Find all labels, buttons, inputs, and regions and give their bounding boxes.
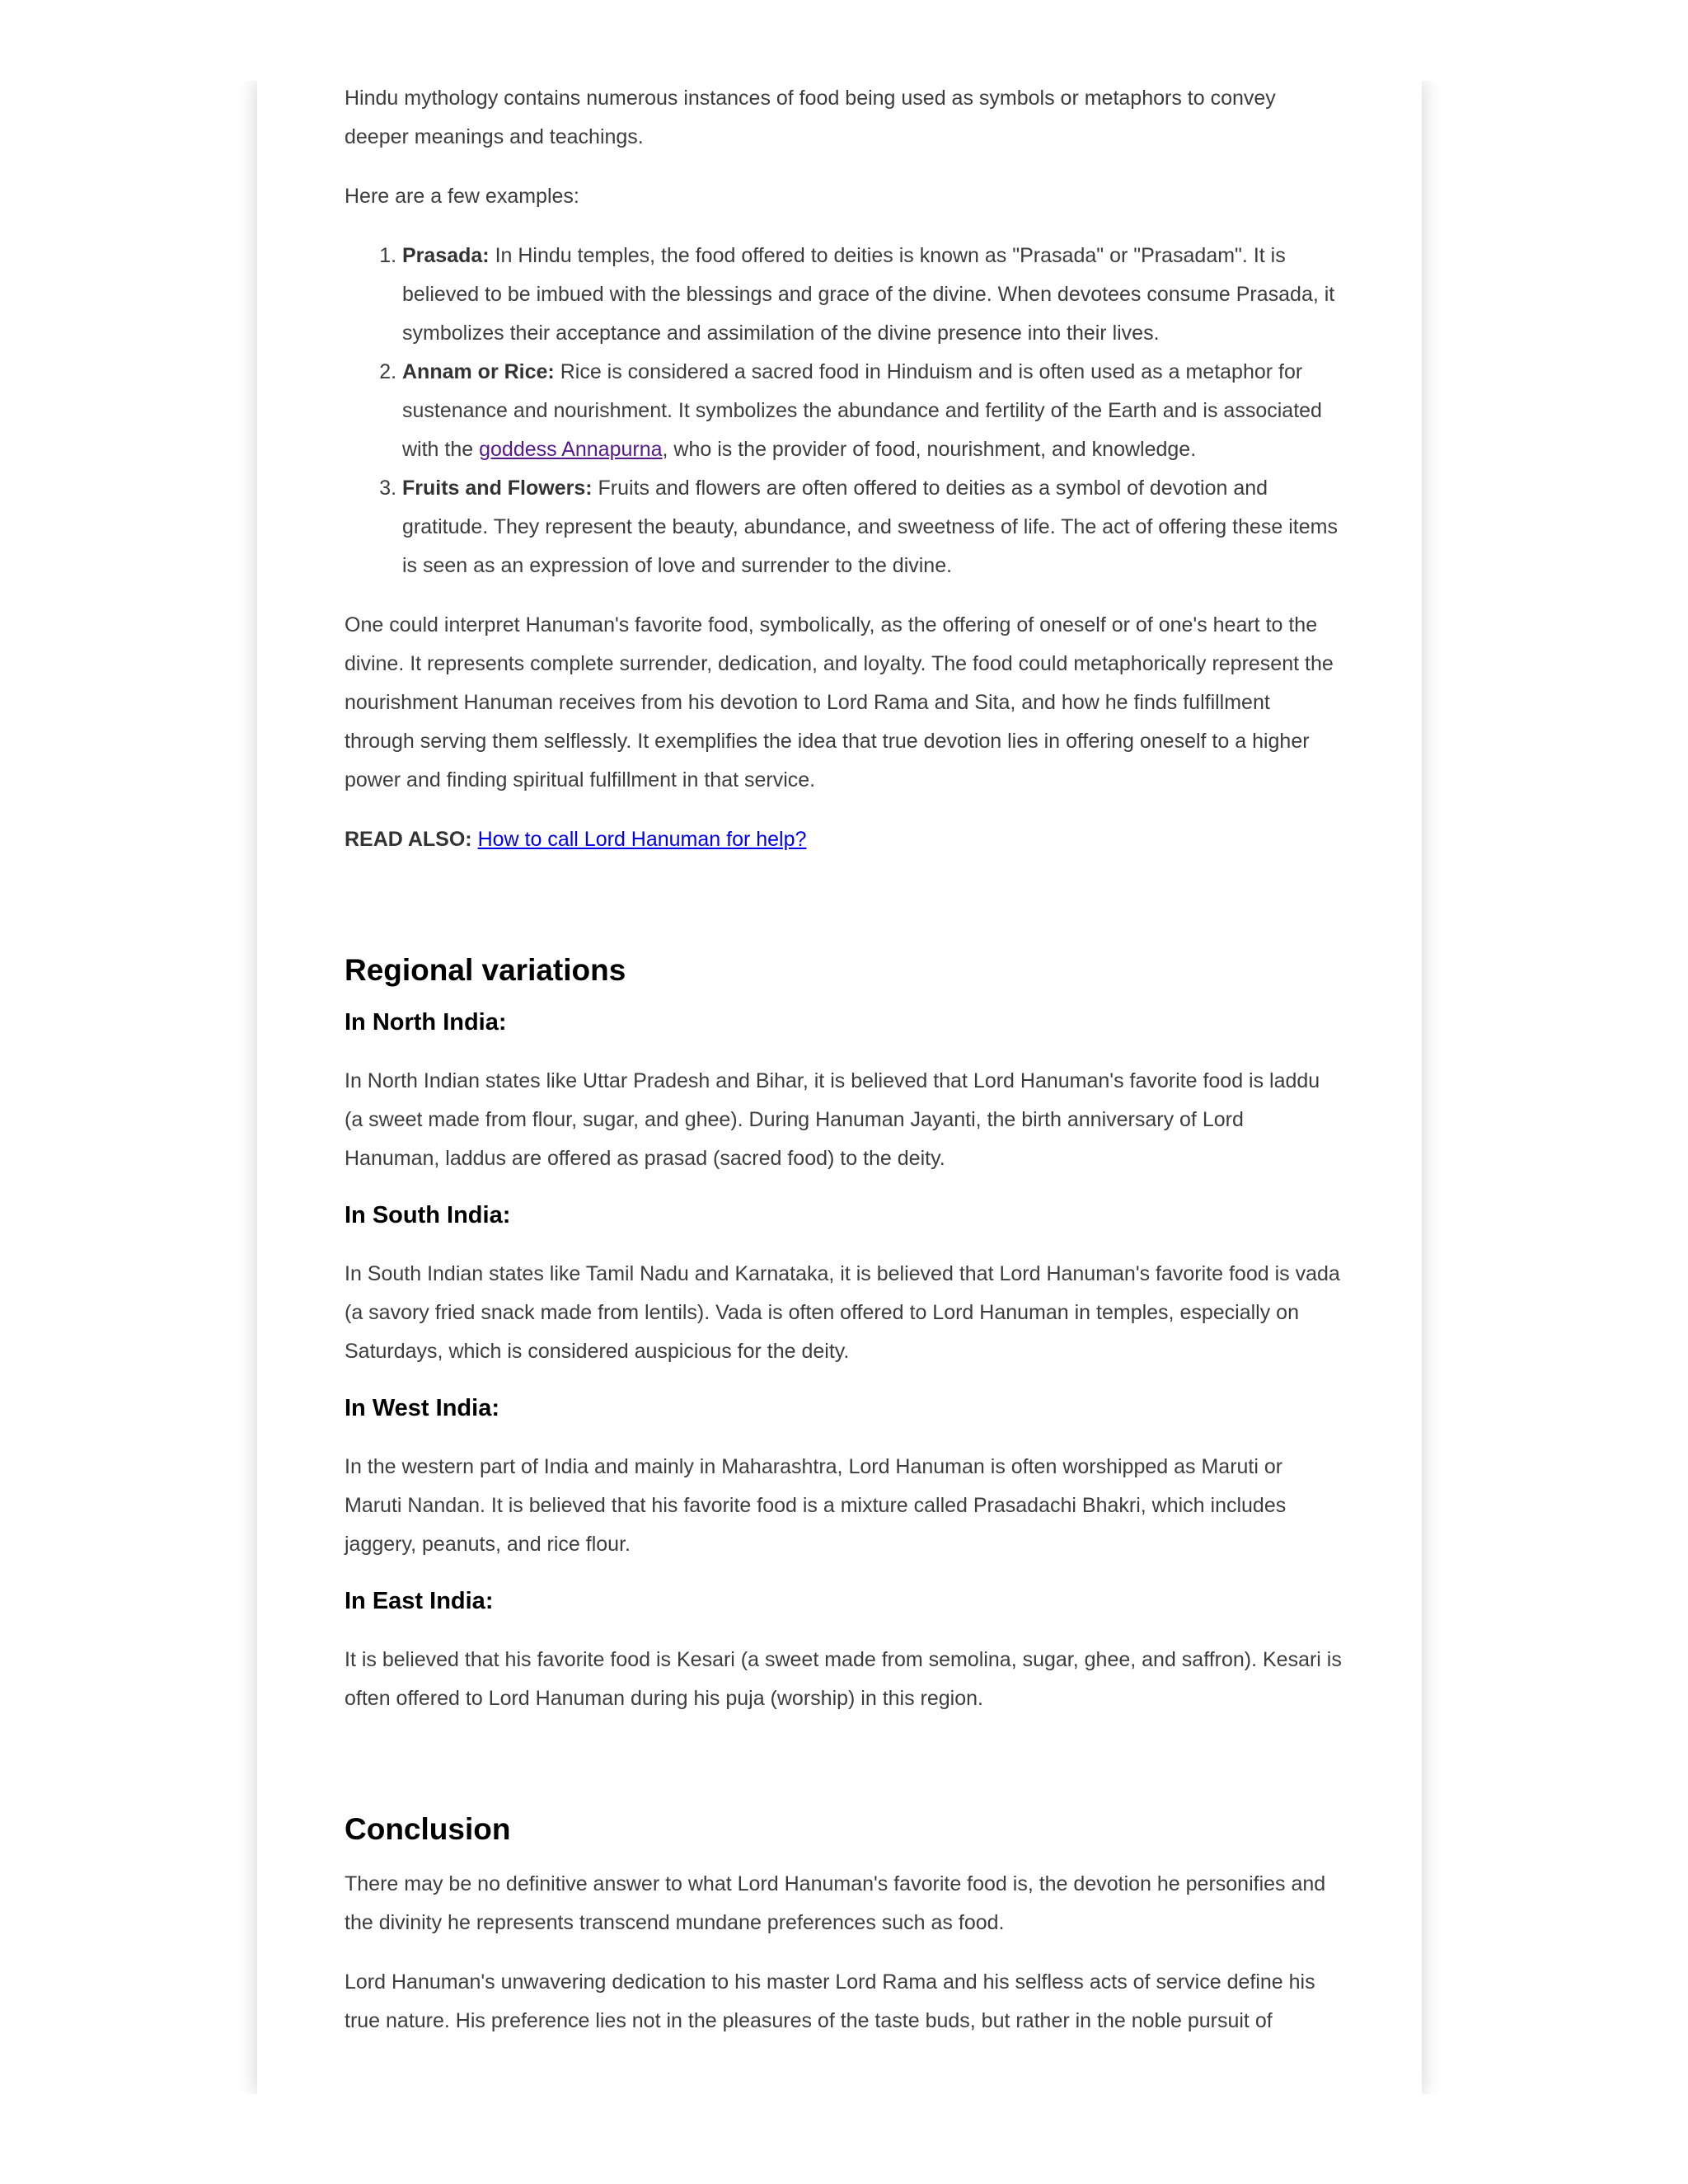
north-india-paragraph: In North Indian states like Uttar Pradesh and Bihar, it is believed that Lord Hanuman's favorite food is laddu (a sweet made from flour, sugar, and ghee). During Hanuman Jayanti, the birth anniversary of Lord Hanuman, laddus are offered as prasad (sacred food) to the deity. (345, 1069, 1320, 1170)
south-india-paragraph: In South Indian states like Tamil Nadu and Karnataka, it is believed that Lord Hanuman's favorite food is vada (a savory fried snack made from lentils). Vada is often offered to Lord Hanuman in temples, especially on Saturdays, which is considered auspicious for the deity. (345, 1262, 1340, 1363)
link-goddess-annapurna[interactable]: goddess Annapurna (479, 438, 663, 461)
intro-paragraph: Hindu mythology contains numerous instances of food being used as symbols or metaphors to convey deeper meanings and teachings. (345, 87, 1276, 148)
heading-west-india: In West India: (345, 1395, 499, 1421)
heading-regional-variations: Regional variations (345, 953, 626, 987)
read-also (345, 820, 1342, 859)
list-item-text: Fruits and flowers are often offered to deities as a symbol of devotion and gratitude. They represent the beauty, abundance, and sweetness of life. The act of offering these items is seen as an expression of love and surrender to the divine. (402, 477, 1338, 577)
east-india-paragraph: It is believed that his favorite food is Kesari (a sweet made from semolina, sugar, ghee, and saffron). Kesari is often offered to Lord Hanuman during his puja (worship) in this region. (345, 1648, 1342, 1710)
heading-east-india: In East India: (345, 1588, 494, 1614)
examples-list (345, 237, 1342, 585)
read-also-label: READ ALSO: (345, 828, 472, 851)
conclusion-paragraph-1: There may be no definitive answer to what Lord Hanuman's favorite food is, the devotion he personifies and the divinity he represents transcend mundane preferences such as food. (345, 1872, 1326, 1934)
list-item-text: Rice is considered a sacred food in Hinduism and is often used as a metaphor for sustenance and nourishment. It symbolizes the abundance and fertility of the Earth and is associated with the (402, 360, 1322, 461)
list-item (402, 469, 1342, 585)
heading-conclusion: Conclusion (345, 1812, 511, 1846)
list-item-text: , who is the provider of food, nourishment, and knowledge. (662, 438, 1197, 461)
list-item-text: In Hindu temples, the food offered to deities is known as "Prasada" or "Prasadam". It is believed to be imbued with the blessings and grace of the divine. When devotees consume Prasada, it symbolizes their acceptance and assimilation of the divine presence into their lives. (402, 244, 1335, 345)
term-annam: Annam or Rice: (402, 360, 555, 383)
west-india-paragraph: In the western part of India and mainly in Maharashtra, Lord Hanuman is often worshipped as Maruti or Maruti Nandan. It is believed that his favorite food is a mixture called Prasadachi Bhakri, which includes jaggery, peanuts, and rice flour. (345, 1455, 1287, 1556)
term-prasada: Prasada: (402, 244, 490, 267)
read-also-link[interactable]: How to call Lord Hanuman for help? (477, 828, 807, 851)
list-item (402, 237, 1342, 353)
heading-south-india: In South India: (345, 1202, 511, 1228)
heading-north-india: In North India: (345, 1009, 507, 1036)
term-fruits-flowers: Fruits and Flowers: (402, 477, 593, 500)
list-item (402, 353, 1342, 469)
examples-lead: Here are a few examples: (345, 185, 579, 208)
article-body (345, 79, 1342, 2061)
interpretation-paragraph: One could interpret Hanuman's favorite food, symbolically, as the offering of oneself or of one's heart to the divine. It represents complete surrender, dedication, and loyalty. The food could metaphorically represent the nourishment Hanuman receives from his devotion to Lord Rama and Sita, and how he finds fulfillment through serving them selflessly. It exemplifies the idea that true devotion lies in offering oneself to a higher power and finding spiritual fulfillment in that service. (345, 613, 1334, 791)
conclusion-paragraph-2: Lord Hanuman's unwavering dedication to his master Lord Rama and his selfless acts of service define his true nature. His preference lies not in the pleasures of the taste buds, but rather in the noble pursuit of (345, 1970, 1315, 2032)
